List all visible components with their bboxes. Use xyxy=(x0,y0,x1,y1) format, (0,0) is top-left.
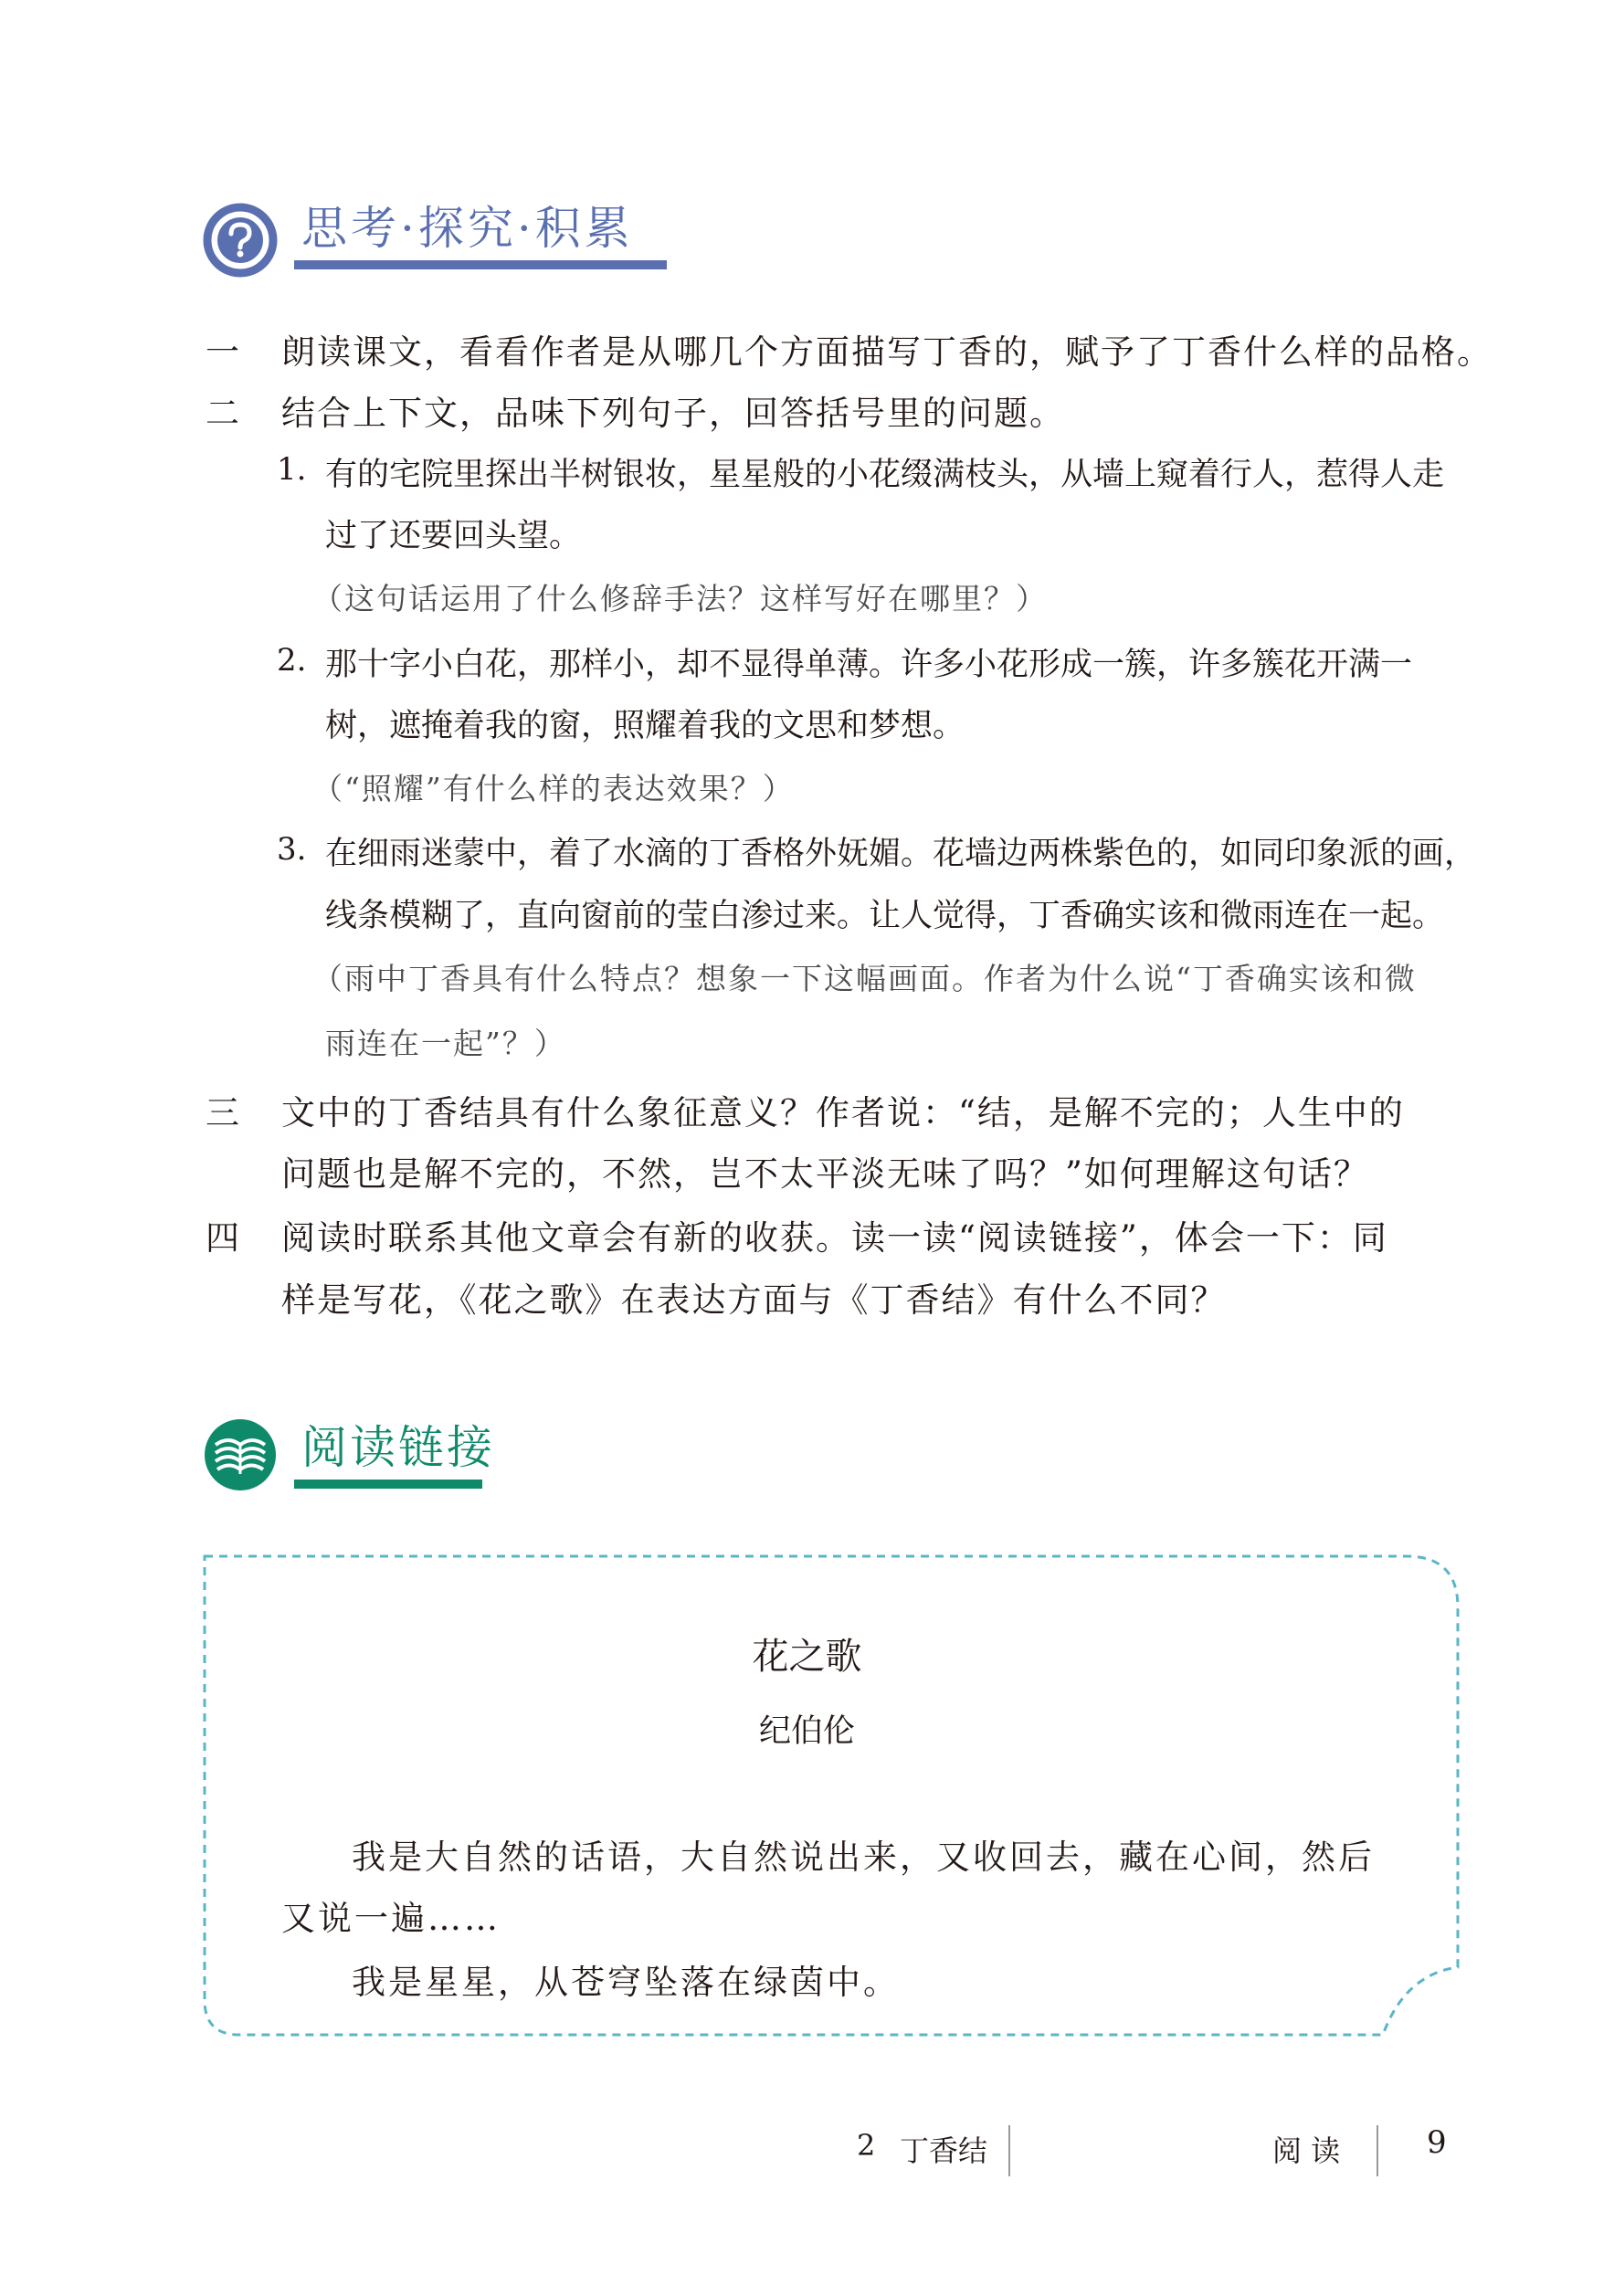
sub-item-text: 在细雨迷蒙中，着了水滴的丁香格外妩媚。花墙边两株紫色的，如同印象派的画， xyxy=(325,836,1477,872)
question-text: 问题也是解不完的，不然，岂不太平淡无味了吗？”如何理解这句话？ xyxy=(281,1154,1369,1194)
section-title-thinking: 思考·探究·积累 xyxy=(301,202,634,255)
question-number: 三 xyxy=(206,1093,239,1132)
hint-text: （这句话运用了什么修辞手法？这样写好在哪里？） xyxy=(312,581,1048,616)
footer-lesson-number: 2 xyxy=(857,2128,876,2163)
hint-text: （雨中丁香具有什么特点？想象一下这幅画面。作者为什么说“丁香确实该和微 xyxy=(312,961,1417,996)
question-text: 文中的丁香结具有什么象征意义？作者说：“结，是解不完的；人生中的 xyxy=(281,1093,1405,1132)
hint-text: （“照耀”有什么样的表达效果？） xyxy=(312,771,795,806)
sub-item-text: 有的宅院里探出半树银妆，星星般的小花缀满枝头，从墙上窥着行人，惹得人走 xyxy=(325,457,1445,493)
poem-author: 纪伯伦 xyxy=(758,1713,855,1750)
question-text: 样是写花，《花之歌》在表达方面与《丁香结》有什么不同？ xyxy=(281,1280,1227,1320)
question-text: 朗读课文，看看作者是从哪几个方面描写丁香的，赋予了丁香什么样的品格。 xyxy=(281,332,1493,372)
poem-paragraph-line: 又说一遍…… xyxy=(281,1899,501,1938)
section-title-reading-link: 阅读链接 xyxy=(301,1421,495,1474)
poem-paragraph-line: 我是大自然的话语，大自然说出来，又收回去，藏在心间，然后 xyxy=(352,1838,1375,1877)
book-pages-icon xyxy=(203,1417,278,1492)
question-text: 阅读时联系其他文章会有新的收获。读一读“阅读链接”，体会一下：同 xyxy=(281,1218,1388,1258)
footer-unit: 阅 读 xyxy=(1272,2133,1341,2168)
poem-paragraph-line: 我是星星，从苍穹坠落在绿茵中。 xyxy=(352,1963,900,2002)
sub-item-text: 树，遮掩着我的窗，照耀着我的文思和梦想。 xyxy=(325,708,965,744)
hint-text: 雨连在一起”？） xyxy=(325,1026,566,1061)
footer-divider xyxy=(1377,2125,1378,2176)
sub-item-text: 那十字小白花，那样小，却不显得单薄。许多小花形成一簇，许多簇花开满一 xyxy=(325,647,1413,683)
question-mark-icon xyxy=(203,203,278,278)
section-underline xyxy=(294,260,667,269)
sub-item-number: 2. xyxy=(277,642,307,679)
sub-item-number: 1. xyxy=(277,451,307,488)
poem-title: 花之歌 xyxy=(752,1636,862,1678)
sub-item-text: 过了还要回头望。 xyxy=(325,518,582,554)
footer-lesson-title: 丁香结 xyxy=(900,2133,988,2168)
question-text: 结合上下文，品味下列句子，回答括号里的问题。 xyxy=(281,394,1065,433)
question-number: 四 xyxy=(206,1218,239,1258)
sub-item-text: 线条模糊了，直向窗前的莹白渗过来。让人觉得，丁香确实该和微雨连在一起。 xyxy=(325,898,1445,934)
question-number: 一 xyxy=(206,332,239,372)
sub-item-number: 3. xyxy=(277,831,307,868)
question-number: 二 xyxy=(206,394,239,433)
footer-divider xyxy=(1008,2125,1010,2176)
page-number: 9 xyxy=(1427,2124,1447,2161)
section-underline xyxy=(294,1480,482,1489)
